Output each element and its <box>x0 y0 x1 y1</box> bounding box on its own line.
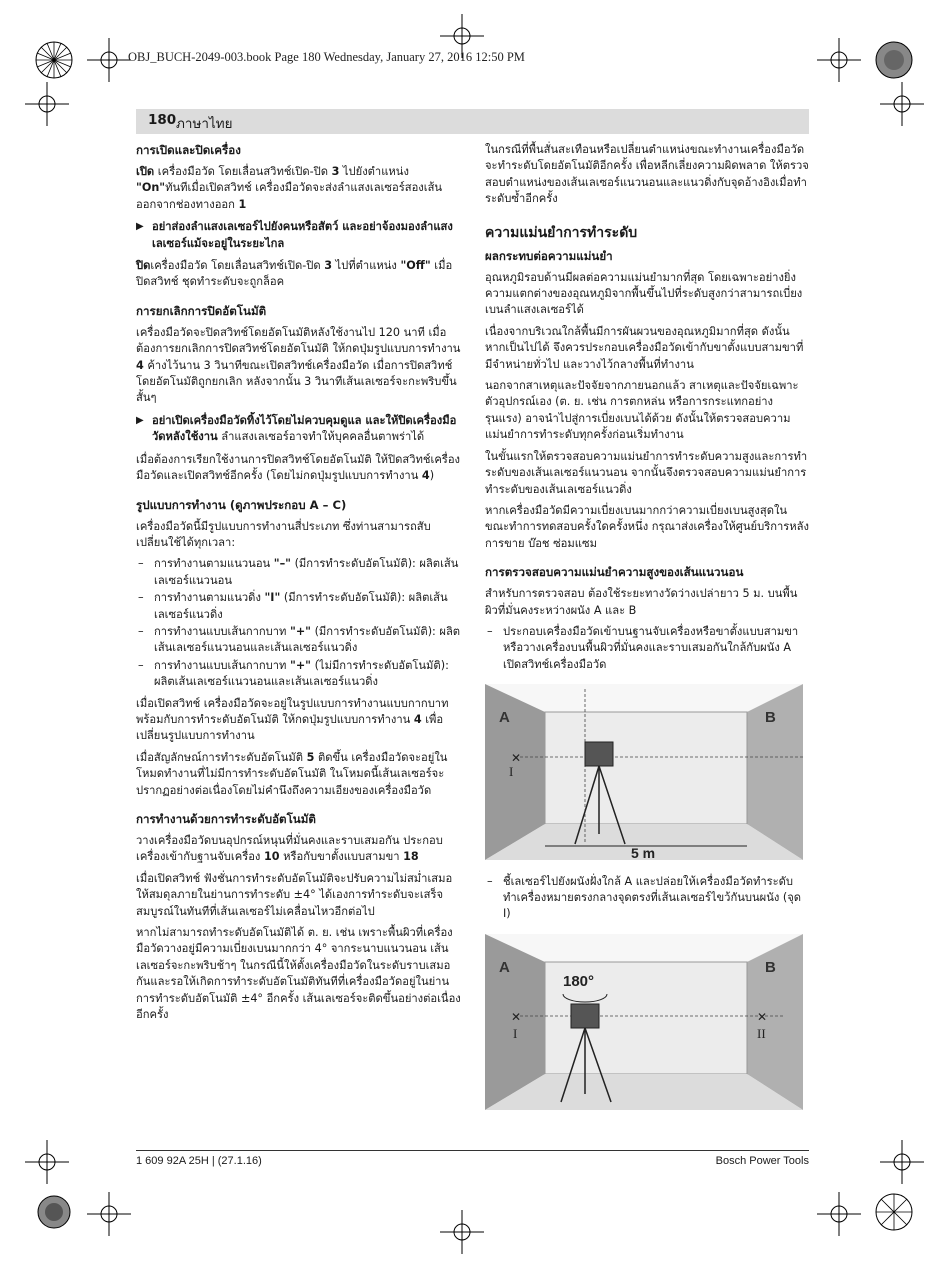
right-column <box>485 142 809 1123</box>
paragraph: อุณหภูมิรอบด้านมีผลต่อความแม่นยำมากที่สุด โดยเฉพาะอย่างยิ่งความแตกต่างของอุณหภูมิจากพื้นขึ้นไปที่ระดับสูงกว่าสามารถเบี่ยงเบนลำแสงเลเซอร์ได้ <box>485 270 803 317</box>
paragraph: นอกจากสาเหตุและปัจจัยจากภายนอกแล้ว สาเหตุและปัจจัยเฉพาะตัวอุปกรณ์เอง (ต. ย. เช่น การตกหล่น หรือการกระแทกอย่างรุนแรง) อาจนำไปสู่การเบี่ยงเบนได้ด้วย ดังนั้นให้ตรวจสอบความแม่นยำการทำระดับทุกครั้งก่อนเริ่มทำงาน <box>485 379 799 442</box>
point-i-label: I <box>513 1025 518 1041</box>
rotation-angle-label: 180° <box>563 972 595 990</box>
paragraph: เมื่อสัญลักษณ์การทำระดับอัตโนมัติ 5 ติดขึ้น เครื่องมือวัดจะอยู่ในโหมดทำงานที่ไม่มีการทำระดับอัตโนมัติ ในโหมดนี้เส้นเลเซอร์จะปรากฏอย่างต่อเนื่องโดยไม่คำนึงถึงความเอียงของเครื่องมือวัด <box>136 750 448 797</box>
wall-a-label: A <box>499 958 510 976</box>
crosshair-icon <box>880 1140 924 1184</box>
paragraph: เมื่อเปิดสวิทช์ เครื่องมือวัดจะอยู่ในรูปแบบการทำงานแบบกากบาทพร้อมกับการทำระดับอัตโนมัติ ให้กดปุ่มรูปแบบการทำงาน 4 เพื่อเปลี่ยนรูปแบบการทำงาน <box>136 696 449 743</box>
crosshair-icon <box>87 1192 131 1236</box>
page-header <box>136 109 809 134</box>
registration-mark-icon <box>862 1180 926 1244</box>
paragraph: สำหรับการตรวจสอบ ต้องใช้ระยะทางวัดว่างเปล่ายาว 5 ม. บนพื้นผิวที่มั่นคงระหว่างผนัง A และ B <box>485 587 798 617</box>
crosshair-icon <box>25 1140 69 1184</box>
paragraph: เมื่อต้องการเรียกใช้งานการปิดสวิทช์โดยอัตโนมัติ ให้ปิดสวิทช์เครื่องมือวัดและเปิดสวิทช์อีกครั้ง (โดยไม่กดปุ่มรูปแบบการทำงาน 4) <box>136 452 460 483</box>
wall-b-label: B <box>765 709 776 727</box>
step-list <box>485 874 809 923</box>
paragraph: ในขั้นแรกให้ตรวจสอบความแม่นยำการทำระดับความสูงและการทำระดับของเส้นเลเซอร์แนวนอน จากนั้นจึงตรวจสอบความแม่นยำการทำระดับของเส้นเลเซอร์แนวดิ่ง <box>485 449 808 496</box>
section-title: การทำงานด้วยการทำระดับอัตโนมัติ <box>136 812 316 826</box>
crosshair-icon <box>817 38 861 82</box>
figure-wall-check-2 <box>485 934 803 1110</box>
footer-brand: Bosch Power Tools <box>715 1155 809 1167</box>
left-column <box>136 142 462 1028</box>
wall-b-label: B <box>765 958 776 976</box>
cross-mark-icon: ✕ <box>757 1009 768 1024</box>
section-heading: ความแม่นยำการทำระดับ <box>485 224 638 241</box>
print-header: OBJ_BUCH-2049-003.book Page 180 Wednesday, January 27, 2016 12:50 PM <box>128 50 525 64</box>
paragraph: วางเครื่องมือวัดบนอุปกรณ์หนุนที่มั่นคงและราบเสมอกัน ประกอบเครื่องเข้ากับฐานจับเครื่อง 10 หรือกับขาตั้งแบบสามขา 18 <box>136 834 443 864</box>
list-item: – การทำงานแบบเส้นกากบาท "+" (มีการทำระดับอัตโนมัติ): ผลิตเส้นเลเซอร์แนวนอนและเส้นเลเซอร์แนวดิ่ง <box>136 624 462 657</box>
page-language: ภาษาไทย <box>176 116 233 132</box>
crosshair-icon <box>87 38 131 82</box>
step-list <box>485 624 809 673</box>
crosshair-icon <box>25 82 69 126</box>
triangle-bullet-icon: ▶ <box>136 221 144 233</box>
paragraph: หากเครื่องมือวัดมีความเบี่ยงเบนมากกว่าความเบี่ยงเบนสูงสุดในขณะทำการทดสอบครั้งใดครั้งหนึ่ง กรุณาส่งเครื่องให้ศูนย์บริการหลังการขาย บ๊อช ซ่อมแซม <box>485 503 809 550</box>
paragraph: เนื่องจากบริเวณใกล้พื้นมีการผันผวนของอุณหภูมิมากที่สุด ดังนั้นหากเป็นไปได้ จึงควรประกอบเครื่องมือวัดเข้ากับขาตั้งแบบสามขาที่มีจำหน่ายทั่วไป และวางไว้กลางพื้นที่ทำงาน <box>485 324 804 371</box>
paragraph: หากไม่สามารถทำระดับอัตโนมัติได้ ต. ย. เช่น เพราะพื้นผิวที่เครื่องมือวัดวางอยู่มีความเบี่ยงเบนมากกว่า 4° จากระนาบแนวนอน เส้นเลเซอร์จะกะพริบช้าๆ ในกรณีนี้ให้ตั้งเครื่องมือวัดในระดับราบเสมอกันและรอให้เกิดการทำระดับอัตโนมัติทันทีที่เครื่องมือวัดอยู่ในย่านการทำระดับอัตโนมัติ ±4° อีกครั้ง เส้นเลเซอร์จะติดขึ้นอย่างต่อเนื่องอีกครั้ง <box>136 926 461 1022</box>
paragraph: เปิด เครื่องมือวัด โดยเลื่อนสวิทช์เปิด-ปิด 3 ไปยังตำแหน่ง "On"ทันทีเมื่อเปิดสวิทช์ เครื่องมือวัดจะส่งลำแสงเลเซอร์สองเส้นออกจากช่องทางออก 1 <box>136 165 443 211</box>
list-item: – ประกอบเครื่องมือวัดเข้าบนฐานจับเครื่องหรือขาตั้งแบบสามขา หรือวางเครื่องบนพื้นผิวที่มั่นคงและราบเสมอกันใกล้กับผนัง A เปิดสวิทช์เครื่องมือวัด <box>485 624 809 673</box>
paragraph: เครื่องมือวัดจะปิดสวิทช์โดยอัตโนมัติหลังใช้งานไป 120 นาที เมื่อต้องการยกเลิกการปิดสวิทช์โดยอัตโนมัติ ให้กดปุ่มรูปแบบการทำงาน 4 ค้างไว้นาน 3 วินาทีขณะเปิดสวิทช์เครื่องมือวัด เมื่อการปิดสวิทช์โดยอัตโนมัติถูกยกเลิก หลังจากนั้น 3 วินาทีเส้นเลเซอร์จะกะพริบขึ้นสั้นๆ <box>136 325 461 405</box>
crosshair-icon <box>880 82 924 126</box>
crosshair-icon <box>440 1210 484 1254</box>
list-item: – การทำงานตามแนวนอน "–" (มีการทำระดับอัตโนมัติ): ผลิตเส้นเลเซอร์แนวนอน <box>136 556 462 589</box>
figure-wall-check-1 <box>485 684 803 860</box>
mode-list <box>136 556 462 690</box>
registration-mark-icon <box>22 1180 86 1244</box>
paragraph: ในกรณีที่พื้นสั่นสะเทือนหรือเปลี่ยนตำแหน่งขณะทำงานเครื่องมือวัดจะทำระดับโดยอัตโนมัติอีกครั้ง เพื่อหลีกเลี่ยงความผิดพลาด ให้ตรวจสอบตำแหน่งของเส้นเลเซอร์แนวนอนและแนวดิ่งกับจุดอ้างอิงเมื่อทำระดับซ้ำอีกครั้ง <box>485 143 809 206</box>
list-item: – ชี้เลเซอร์ไปยังผนังฝั่งใกล้ A และปล่อยให้เครื่องมือวัดทำระดับ ทำเครื่องหมายตรงกลางจุดตรงที่เส้นเลเซอร์ไขว้กันบนผนัง (จุด I) <box>485 874 809 923</box>
wall-a-label: A <box>499 709 510 727</box>
section-title: ผลกระทบต่อความแม่นยำ <box>485 248 613 263</box>
distance-label: 5 m <box>631 845 656 861</box>
cross-mark-icon: ✕ <box>511 1009 522 1024</box>
warning: ▶ อย่าเปิดเครื่องมือวัดทิ้งไว้โดยไม่ควบคุมดูแล และให้ปิดเครื่องมือวัดหลังใช้งาน ลำแสงเลเซอร์อาจทำให้บุคคลอื่นตาพร่าได้ <box>136 413 457 444</box>
section-title: การเปิดและปิดเครื่อง <box>136 143 241 157</box>
page-number: 180 <box>148 112 177 128</box>
warning: ▶ อย่าส่องลำแสงเลเซอร์ไปยังคนหรือสัตว์ และอย่าจ้องมองลำแสงเลเซอร์แม้จะอยู่ในระยะไกล <box>136 220 453 250</box>
paragraph: เครื่องมือวัดนี้มีรูปแบบการทำงานสี่ประเภท ซึ่งท่านสามารถสับเปลี่ยนใช้ได้ทุกเวลา: <box>136 519 431 549</box>
cross-mark-icon: ✕ <box>511 751 522 766</box>
section-title: รูปแบบการทำงาน (ดูภาพประกอบ A – C) <box>136 497 347 512</box>
section-title: การตรวจสอบความแม่นยำความสูงของเส้นแนวนอน <box>485 565 744 580</box>
paragraph: เมื่อเปิดสวิทช์ ฟังชั่นการทำระดับอัตโนมัติจะปรับความไม่สม่ำเสมอให้สมดุลภายในย่านการทำระดับ ±4° ได้เองการทำระดับจะเสร็จสมบูรณ์ในทันทีที่เส้นเลเซอร์ไม่เคลื่อนไหวอีกต่อไป <box>136 871 453 918</box>
list-item: – การทำงานแบบเส้นกากบาท "+" (ไม่มีการทำระดับอัตโนมัติ): ผลิตเส้นเลเซอร์แนวนอนและเส้นเลเซอร์แนวดิ่ง <box>136 658 462 691</box>
paragraph: ปิดเครื่องมือวัด โดยเลื่อนสวิทช์เปิด-ปิด 3 ไปที่ตำแหน่ง "Off" เมื่อปิดสวิทช์ ชุดทำระดับจะถูกล็อค <box>136 259 453 289</box>
point-ii-label: II <box>757 1025 766 1041</box>
list-item: – การทำงานตามแนวดิ่ง "I" (มีการทำระดับอัตโนมัติ): ผลิตเส้นเลเซอร์แนวดิ่ง <box>136 590 462 623</box>
section-title: การยกเลิกการปิดอัตโนมัติ <box>136 303 267 318</box>
crosshair-icon <box>817 1192 861 1236</box>
point-i-label: I <box>509 764 514 780</box>
footer-rule <box>136 1150 809 1151</box>
triangle-bullet-icon: ▶ <box>136 414 144 426</box>
footer-doc-number: 1 609 92A 25H | (27.1.16) <box>136 1155 262 1167</box>
